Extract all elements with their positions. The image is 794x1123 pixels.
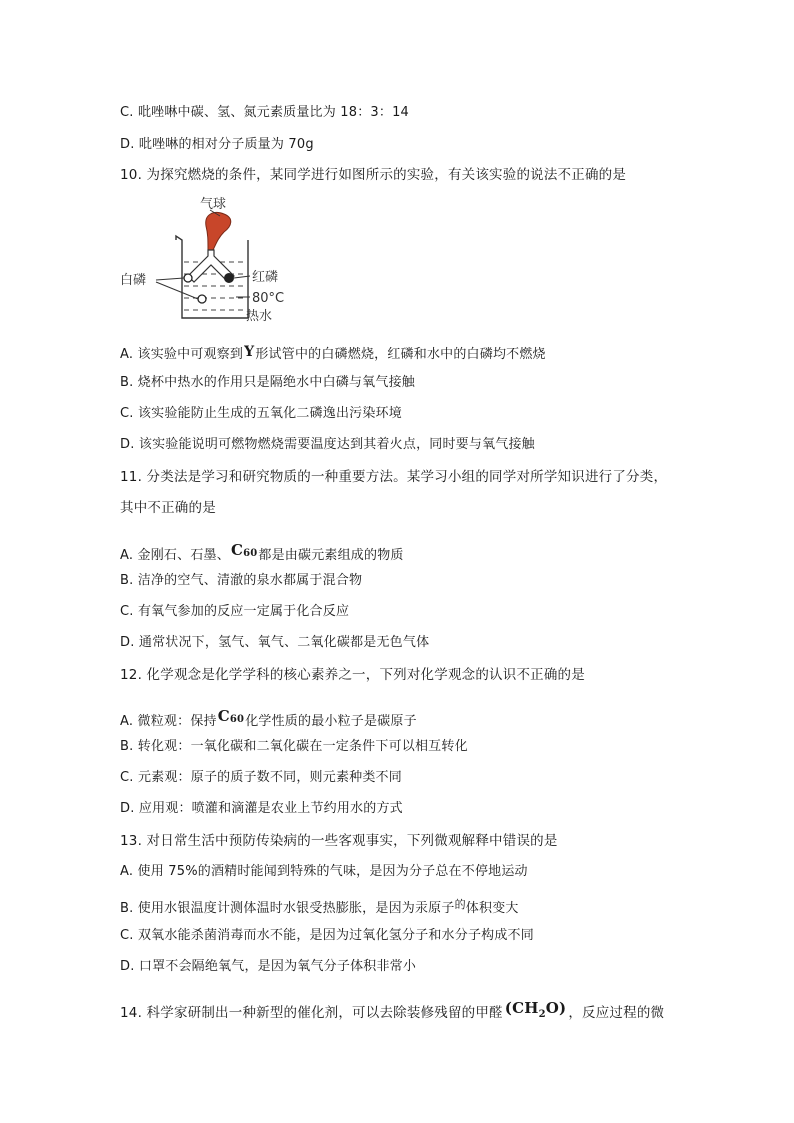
label-white-phosphorus: 白磷 — [120, 273, 147, 288]
q9-option-d: D. 吡唑啉的相对分子质量为 70g — [120, 137, 314, 152]
q14-stem: 14. 科学家研制出一种新型的催化剂，可以去除装修残留的甲醛 $(CH_2O)$ ，反应过程的微 — [120, 999, 665, 1021]
q10-option-c: C. 该实验能防止生成的五氧化二磷逸出污染环境 — [120, 406, 402, 421]
c60-formula: $C_{60}$ — [230, 541, 258, 559]
label-temperature: 80°C — [252, 291, 285, 306]
q11-option-c: C. 有氧气参加的反应一定属于化合反应 — [120, 604, 350, 619]
q10-option-b: B. 烧杯中热水的作用只是隔绝水中白磷与氧气接触 — [120, 375, 415, 390]
q11-stem-line2: 其中不正确的是 — [120, 500, 216, 516]
formaldehyde-formula: $(CH_2O)$ — [504, 999, 567, 1020]
q13-option-d: D. 口罩不会隔绝氧气，是因为氧气分子体积非常小 — [120, 959, 417, 974]
q10-option-d: D. 该实验能说明可燃物燃烧需要温度达到其着火点，同时要与氧气接触 — [120, 437, 535, 452]
white-phosphorus-water — [198, 295, 206, 303]
y-symbol: Y — [244, 344, 255, 360]
q12-stem: 12. 化学观念是化学学科的核心素养之一，下列对化学观念的认识不正确的是 — [120, 667, 585, 683]
red-phosphorus — [224, 273, 234, 283]
q13-option-c: C. 双氧水能杀菌消毒而水不能，是因为过氧化氢分子和水分子构成不同 — [120, 928, 534, 943]
label-red-phosphorus: 红磷 — [252, 270, 279, 285]
q13-stem: 13. 对日常生活中预防传染病的一些客观事实，下列微观解释中错误的是 — [120, 833, 558, 849]
q11-option-a: A. 金刚石、石墨、$C_{60}$都是由碳元素组成的物质 — [120, 541, 404, 563]
combustion-experiment-figure — [118, 196, 298, 328]
q9-option-c: C. 吡唑啉中碳、氢、氮元素质量比为 18：3：14 — [120, 105, 410, 120]
q11-stem-line1: 11. 分类法是学习和研究物质的一种重要方法。某学习小组的同学对所学知识进行了分类， — [120, 469, 668, 485]
balloon-icon — [206, 213, 231, 251]
white-phosphorus-tube — [184, 274, 192, 282]
q10-stem: 10. 为探究燃烧的条件，某同学进行如图所示的实验，有关该实验的说法不正确的是 — [120, 167, 627, 183]
q11-option-b: B. 洁净的空气、清澈的泉水都属于混合物 — [120, 573, 363, 588]
q12-option-a: A. 微粒观：保持$C_{60}$化学性质的最小粒子是碳原子 — [120, 707, 417, 729]
q13-option-a: A. 使用 75%的酒精时能闻到特殊的气味，是因为分子总在不停地运动 — [120, 864, 528, 879]
label-hot-water: 热水 — [246, 309, 273, 324]
q12-option-c: C. 元素观：原子的质子数不同，则元素种类不同 — [120, 770, 402, 785]
q10-option-a: A. 该实验中可观察到Y形试管中的白磷燃烧，红磷和水中的白磷均不燃烧 — [120, 344, 546, 362]
q11-option-d: D. 通常状况下，氢气、氧气、二氧化碳都是无色气体 — [120, 635, 430, 650]
q12-option-d: D. 应用观：喷灌和滴灌是农业上节约用水的方式 — [120, 801, 403, 816]
label-balloon: 气球 — [200, 197, 227, 212]
c60-formula: $C_{60}$ — [217, 707, 245, 725]
q12-option-b: B. 转化观：一氧化碳和二氧化碳在一定条件下可以相互转化 — [120, 739, 468, 754]
q13-option-b: B. 使用水银温度计测体温时水银受热膨胀，是因为汞原子$^的$体积变大 — [120, 898, 519, 916]
